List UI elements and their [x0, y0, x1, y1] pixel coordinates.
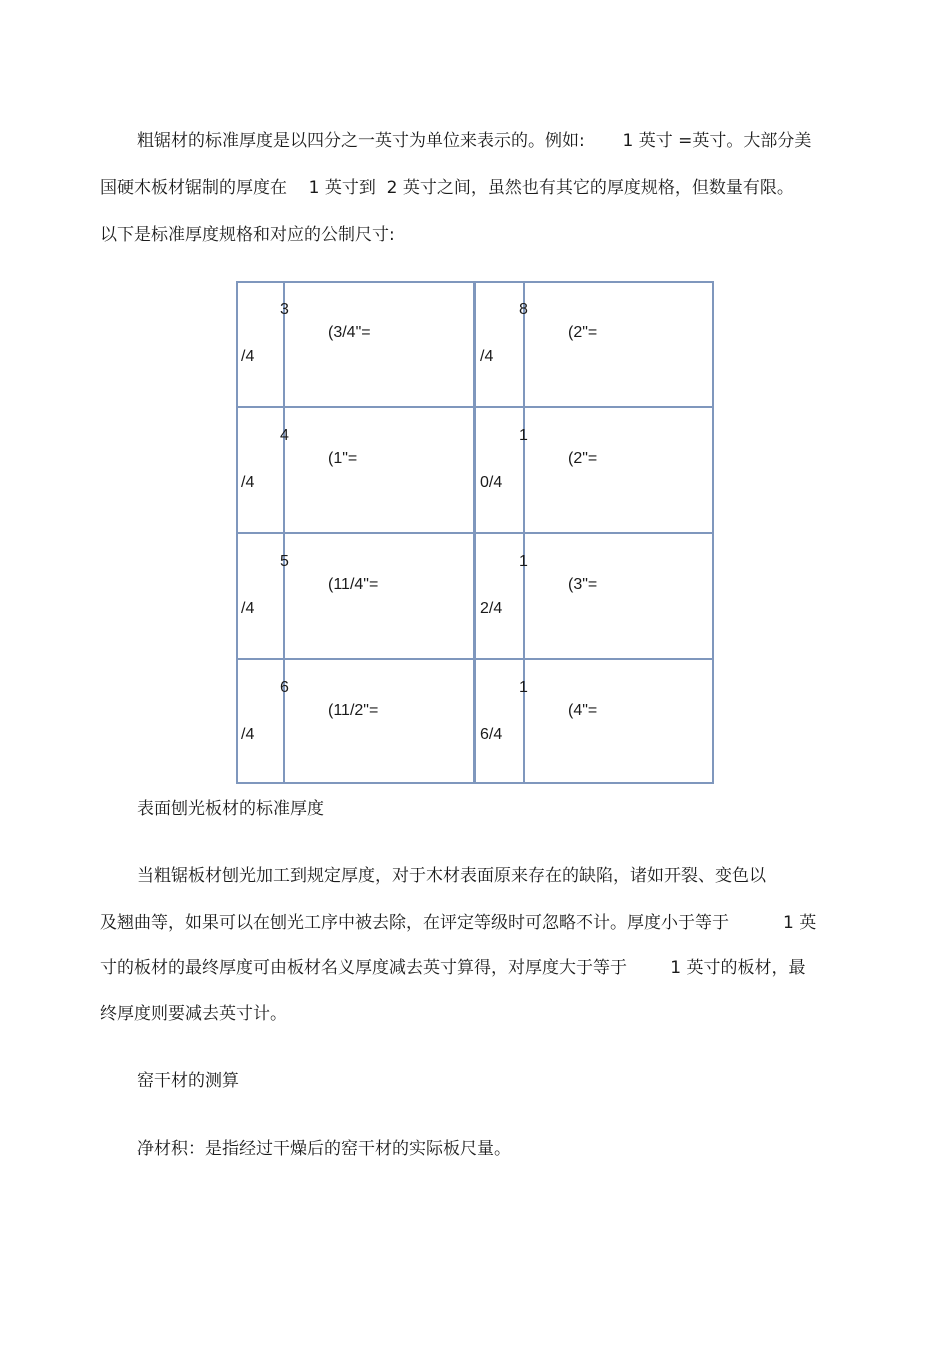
para1-line3: 以下是标准厚度规格和对应的公制尺寸: [100, 225, 395, 245]
para2-line1: 当粗锯板材刨光加工到规定厚度，对于木材表面原来存在的缺陷，诸如开裂、变色以 [137, 866, 766, 886]
table-cell-inch: (2"= [568, 324, 598, 341]
table-cell-quarter-top: 8 [519, 301, 528, 318]
thickness-table [236, 281, 714, 784]
table-cell-quarter-bottom: /4 [241, 474, 255, 491]
table-cell-quarter-bottom: 6/4 [480, 726, 503, 743]
table-cell-quarter-bottom: /4 [241, 726, 255, 743]
table-cell-inch: (3"= [568, 576, 598, 593]
table-cell-quarter-bottom: 0/4 [480, 474, 503, 491]
para2-line4: 终厚度则要减去英寸计。 [100, 1004, 287, 1024]
table-cell-quarter-top: 6 [280, 679, 289, 696]
para2-line2: 及翘曲等，如果可以在刨光工序中被去除，在评定等级时可忽略不计。厚度小于等于 1 英 [100, 913, 817, 933]
table-cell-quarter-top: 5 [280, 553, 289, 570]
table-col-divider [523, 283, 525, 782]
heading-kiln-dried: 窑干材的测算 [137, 1071, 239, 1091]
table-cell-quarter-bottom: /4 [241, 600, 255, 617]
table-cell-quarter-bottom: /4 [480, 348, 494, 365]
table-col-divider [283, 283, 285, 782]
table-cell-quarter-top: 4 [280, 427, 289, 444]
table-cell-inch: (11/4"= [328, 576, 379, 593]
table-col-divider [473, 283, 476, 782]
heading-surfaced-thickness: 表面刨光板材的标准厚度 [137, 799, 324, 819]
table-cell-inch: (1"= [328, 450, 358, 467]
table-cell-quarter-top: 1 [519, 553, 528, 570]
table-cell-quarter-top: 1 [519, 679, 528, 696]
table-cell-quarter-top: 3 [280, 301, 289, 318]
para2-line3: 寸的板材的最终厚度可由板材名义厚度减去英寸算得，对厚度大于等于 1 英寸的板材，最 [100, 958, 806, 978]
table-cell-inch: (3/4"= [328, 324, 371, 341]
para1-line1: 粗锯材的标准厚度是以四分之一英寸为单位来表示的。例如: 1 英寸 =英寸。大部分美 [137, 131, 812, 151]
table-cell-inch: (2"= [568, 450, 598, 467]
para3-line1: 净材积：是指经过干燥后的窑干材的实际板尺量。 [137, 1139, 511, 1159]
table-cell-quarter-bottom: /4 [241, 348, 255, 365]
para1-line2: 国硬木板材锯制的厚度在 1 英寸到 2 英寸之间，虽然也有其它的厚度规格，但数量有限。 [100, 178, 794, 198]
table-cell-inch: (11/2"= [328, 702, 379, 719]
table-cell-inch: (4"= [568, 702, 598, 719]
table-cell-quarter-top: 1 [519, 427, 528, 444]
table-cell-quarter-bottom: 2/4 [480, 600, 503, 617]
